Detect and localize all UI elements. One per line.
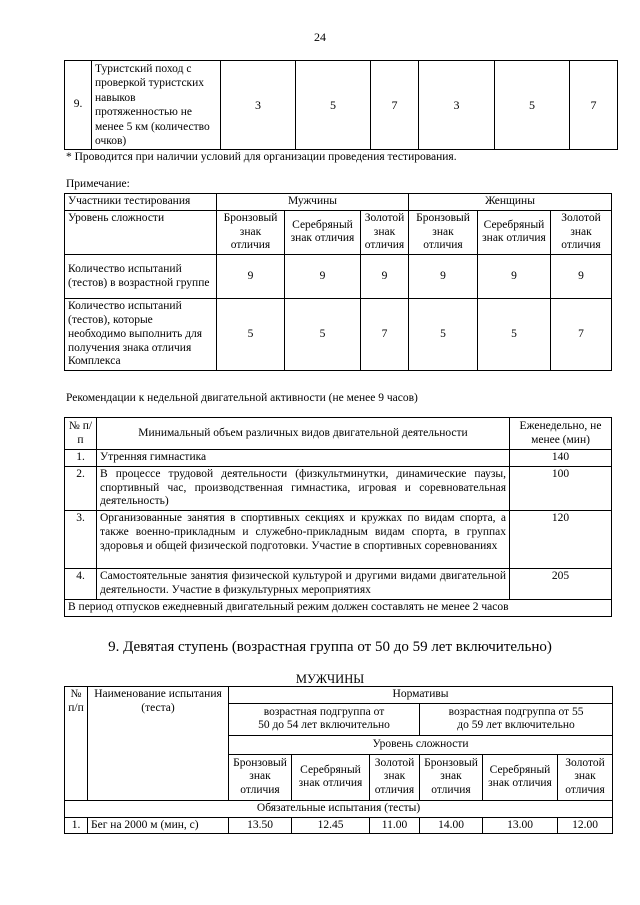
row-number: 2. [65,466,97,510]
badge-header: Золотой знак отличия [558,754,613,800]
subgroup-header: возрастная подгруппа от 50 до 54 лет включительно [229,703,420,735]
row-number: 4. [65,569,97,600]
value-cell: 9 [409,255,478,299]
value-cell: 11.00 [370,817,420,834]
weekly-value: 120 [510,511,612,569]
men-title: МУЖЧИНЫ [295,672,365,686]
recommendations-title: Рекомендации к недельной двигательной активности (не менее 9 часов) [66,392,418,404]
value-cell: 7 [371,61,419,150]
page-number: 24 [314,30,326,44]
level-header: Уровень сложности [229,735,613,754]
value-cell: 3 [419,61,495,150]
women-header: Женщины [409,194,612,211]
norms-table [64,686,613,834]
activity-footer: В период отпусков ежедневный двигательный режим должен составлять не менее 2 часов [65,599,612,616]
name-header: Наименование испытания (теста) [88,687,229,801]
weekly-value: 205 [510,569,612,600]
note-table [64,193,612,371]
weekly-value: 140 [510,450,612,467]
value-cell: 12.45 [292,817,370,834]
test-name: Туристский поход с проверкой туристских навыков протяженностью не менее 5 км (количество очков) [92,61,221,150]
norms-header: Нормативы [229,687,613,704]
value-cell: 9 [217,255,285,299]
row-number: 9. [65,61,92,150]
no-header: № п/п [65,687,88,801]
section-row: Обязательные испытания (тесты) [65,800,613,817]
badge-header: Серебряный знак отличия [483,754,558,800]
value-cell: 5 [296,61,371,150]
activity-table [64,417,612,617]
value-cell: 5 [495,61,570,150]
badge-header: Серебряный знак отличия [478,210,551,254]
badge-header: Золотой знак отличия [370,754,420,800]
value-cell: 5 [285,299,361,371]
test-name: Бег на 2000 м (мин, с) [88,817,229,834]
men-header: Мужчины [217,194,409,211]
note-title: Примечание: [66,178,130,190]
value-cell: 5 [217,299,285,371]
badge-header: Бронзовый знак отличия [420,754,483,800]
value-cell: 12.00 [558,817,613,834]
top-table [64,60,618,150]
participants-header: Участники тестирования [65,194,217,211]
badge-header: Бронзовый знак отличия [409,210,478,254]
activity-text: Самостоятельные занятия физической культурой и другими видами двигательной деятельности. Участие в физкультурных мероприятиях [97,569,510,600]
value-cell: 7 [570,61,618,150]
weekly-header: Еженедельно, не менее (мин) [510,418,612,450]
weekly-value: 100 [510,466,612,510]
value-cell: 13.00 [483,817,558,834]
value-cell: 5 [409,299,478,371]
subgroup-header: возрастная подгруппа от 55 до 59 лет включительно [420,703,613,735]
no-header: № п/п [65,418,97,450]
value-cell: 9 [551,255,612,299]
activity-header: Минимальный объем различных видов двигательной деятельности [97,418,510,450]
row-number: 1. [65,450,97,467]
row-label: Количество испытаний (тестов), которые необходимо выполнить для получения знака отличия Комплекса [65,299,217,371]
activity-text: В процессе трудовой деятельности (физкультминутки, динамические паузы, спортивный час, производственная гимнастика, игровая и соревновательная деятельность) [97,466,510,510]
value-cell: 9 [285,255,361,299]
row-label: Количество испытаний (тестов) в возрастной группе [65,255,217,299]
activity-text: Организованные занятия в спортивных секциях и кружках по видам спорта, а также военно-прикладным и служебно-прикладным видам спорта, в группах здоровья и общей физической подготовки. Участие в спортивных соревнованиях [97,511,510,569]
badge-header: Бронзовый знак отличия [217,210,285,254]
row-number: 1. [65,817,88,834]
footnote: * Проводится при наличии условий для организации проведения тестирования. [66,151,457,163]
badge-header: Золотой знак отличия [361,210,409,254]
badge-header: Серебряный знак отличия [285,210,361,254]
badge-header: Бронзовый знак отличия [229,754,292,800]
value-cell: 9 [478,255,551,299]
badge-header: Золотой знак отличия [551,210,612,254]
value-cell: 5 [478,299,551,371]
value-cell: 13.50 [229,817,292,834]
stage-title: 9. Девятая ступень (возрастная группа от 50 до 59 лет включительно) [108,639,552,655]
row-number: 3. [65,511,97,569]
badge-header: Серебряный знак отличия [292,754,370,800]
value-cell: 14.00 [420,817,483,834]
activity-text: Утренняя гимнастика [97,450,510,467]
level-header: Уровень сложности [65,210,217,254]
value-cell: 7 [361,299,409,371]
value-cell: 7 [551,299,612,371]
value-cell: 9 [361,255,409,299]
value-cell: 3 [221,61,296,150]
